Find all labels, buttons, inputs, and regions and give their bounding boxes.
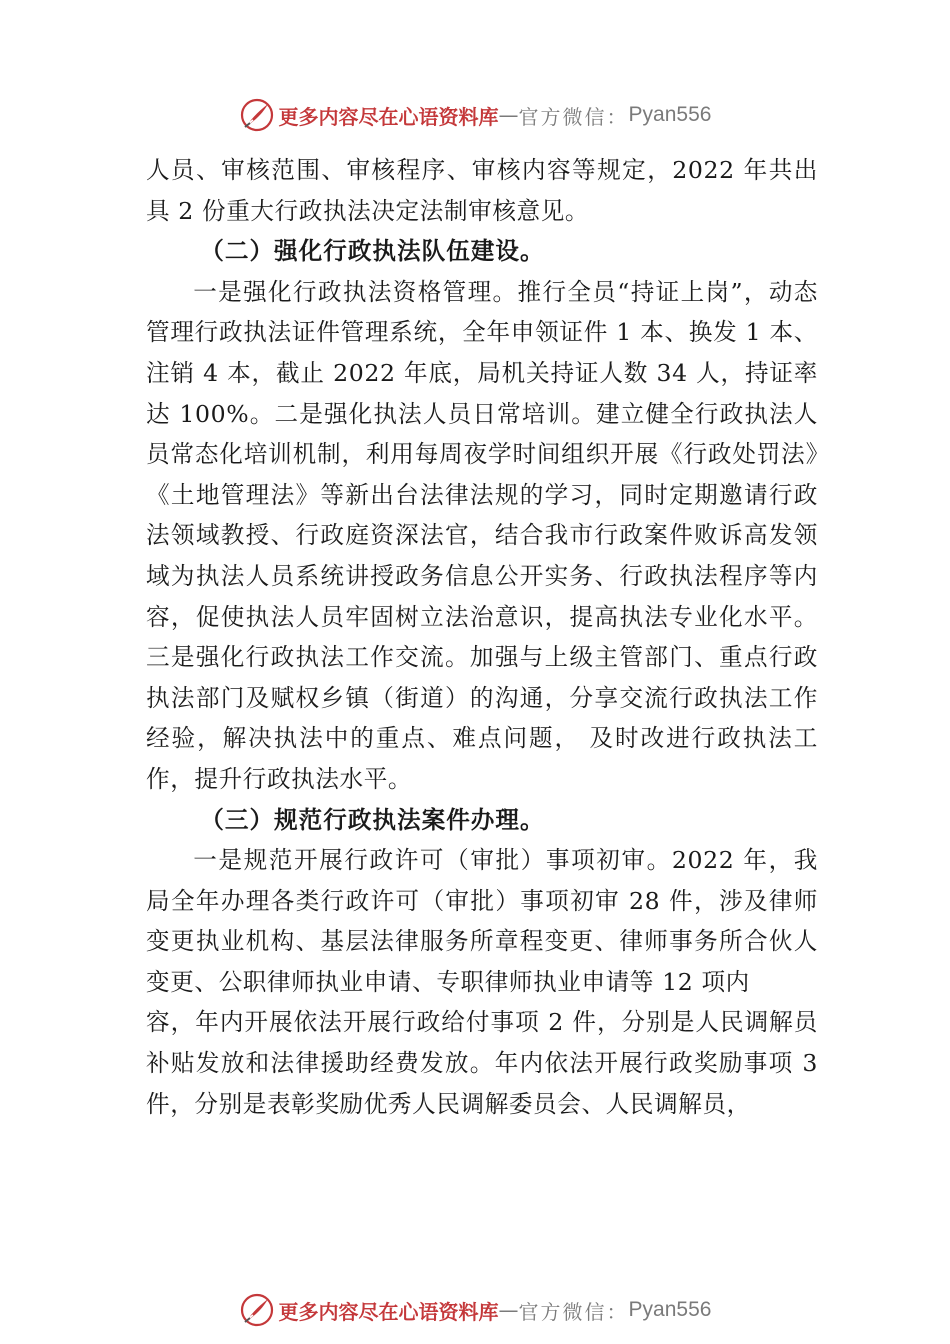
watermark-footer bbox=[0, 1290, 950, 1330]
watermark-separator: — bbox=[498, 103, 519, 127]
section-heading-3: （三）规范行政执法案件办理。 bbox=[200, 805, 545, 834]
watermark-wechat-label: 官方微信： bbox=[518, 104, 629, 129]
section-heading-2: （二）强化行政执法队伍建设。 bbox=[200, 237, 545, 266]
watermark-brand: 更多内容尽在心语资料库 bbox=[278, 1299, 499, 1324]
watermark-wechat-id: Pyan556 bbox=[628, 1298, 712, 1321]
quill-logo-icon bbox=[239, 1292, 275, 1328]
paragraph-case-handling: 一是规范开展行政许可（审批）事项初审。2022 年，我局全年办理各类行政许可（审批）事项初审 28 件，涉及律师变更执业机构、基层法律服务所章程变更、律师事务所合伙人变更、公职律师执业申请、专职律师执业申请等 12 项内 bbox=[146, 846, 818, 996]
watermark-separator: — bbox=[498, 1298, 519, 1322]
paragraph-case-handling-cont: 容，年内开展依法开展行政给付事项 2 件，分别是人民调解员补贴发放和法律援助经费发放。年内依法开展行政奖励事项 3 件，分别是表彰奖励优秀人民调解委员会、人民调解员， bbox=[146, 1008, 818, 1118]
watermark-wechat-id: Pyan556 bbox=[628, 103, 712, 126]
watermark-header bbox=[0, 95, 950, 135]
paragraph-continuation: 人员、审核范围、审核程序、审核内容等规定，2022 年共出具 2 份重大行政执法决定法制审核意见。 bbox=[146, 156, 818, 225]
quill-logo-icon bbox=[239, 97, 275, 133]
watermark-brand: 更多内容尽在心语资料库 bbox=[278, 104, 499, 129]
document-body bbox=[146, 150, 818, 1124]
paragraph-team-building: 一是强化行政执法资格管理。推行全员“持证上岗”，动态管理行政执法证件管理系统，全年申领证件 1 本、换发 1 本、注销 4 本，截止 2022 年底，局机关持证人数 34 人，持证率达 100%。二是强化执法人员日常培训。建立健全行政执法人员常态化培训机制，利用每周夜学时间组织开展《行政处罚法》《土地管理法》等新出台法律法规的学习，同时定期邀请行政法领域教授、行政庭资深法官，结合我市行政案件败诉高发领域为执法人员系统讲授政务信息公开实务、行政执法程序等内容，促使执法人员牢固树立法治意识，提高执法专业化水平。三是强化行政执法工作交流。加强与上级主管部门、重点行政执法部门及赋权乡镇（街道）的沟通，分享交流行政执法工作经验，解决执法中的重点、难点问题， 及时改进行政执法工作，提升行政执法水平。 bbox=[146, 277, 818, 793]
watermark-wechat-label: 官方微信： bbox=[518, 1299, 629, 1324]
